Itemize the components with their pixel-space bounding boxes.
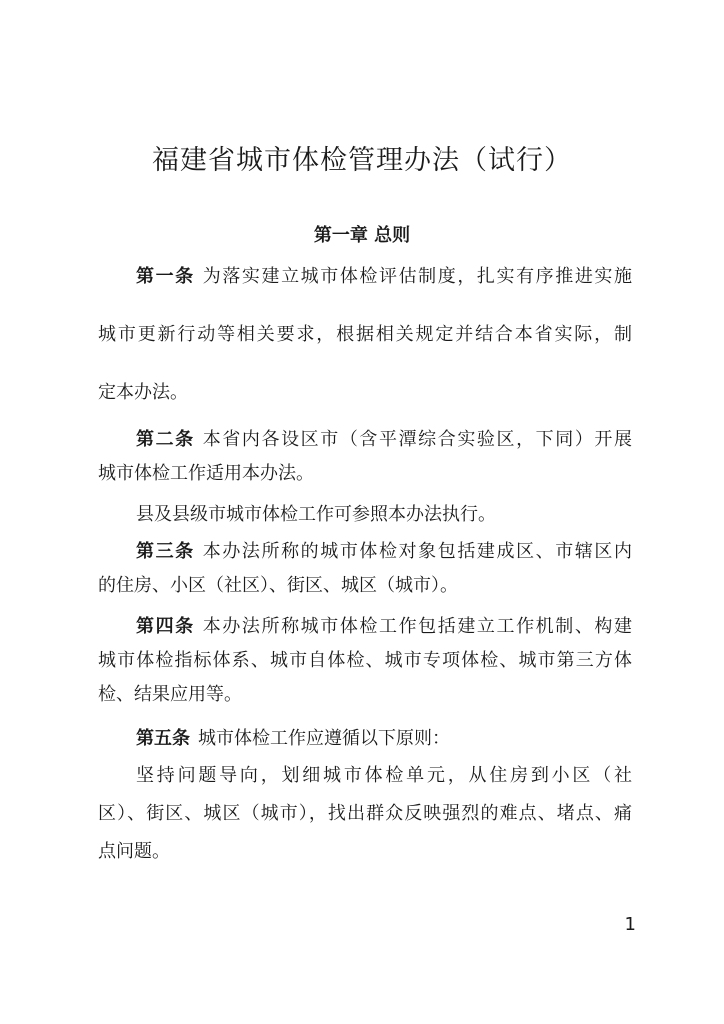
principle-line-3: 点问题。 (98, 841, 170, 862)
article-1-line-2: 城市更新行动等相关要求，根据相关规定并结合本省实际，制 (98, 324, 632, 345)
article-1-line-3: 定本办法。 (98, 382, 188, 403)
article-4-line-2: 城市体检指标体系、城市自体检、城市专项体检、城市第三方体 (98, 650, 632, 671)
article-3-line-2: 的住房、小区（社区）、街区、城区（城市）。 (98, 575, 458, 596)
article-2-line-2: 城市体检工作适用本办法。 (98, 463, 314, 484)
article-2 (98, 423, 632, 491)
article-4-line-1: 第四条 本办法所称城市体检工作包括建立工作机制、构建 (136, 616, 632, 637)
article-5-head: 第五条 (136, 728, 190, 749)
article-3 (98, 535, 632, 603)
article-3-line-1: 第三条 本办法所称的城市体检对象包括建成区、市辖区内 (136, 541, 632, 562)
article-2-paragraph-2 (98, 498, 632, 532)
article-2-line-1: 第二条 本省内各设区市（含平潭综合实验区，下同）开展 (136, 429, 632, 450)
chapter-heading: 第一章 总则 (313, 225, 411, 246)
document-title: 福建省城市体检管理办法（试行） (152, 145, 572, 176)
article-4 (98, 610, 632, 712)
principle-paragraph (98, 761, 632, 867)
article-2-head: 第二条 (136, 429, 195, 450)
principle-line-2: 区）、街区、城区（城市），找出群众反映强烈的难点、堵点、痛 (98, 803, 632, 824)
principle-line-1: 坚持问题导向，划细城市体检单元，从住房到小区（社 (136, 765, 632, 786)
page-number: 1 (624, 914, 636, 935)
article-3-head: 第三条 (136, 541, 195, 562)
article-2-p2-line-1: 县及县级市城市体检工作可参照本办法执行。 (136, 504, 496, 525)
article-5 (98, 722, 632, 756)
article-1 (98, 263, 632, 407)
article-4-line-3: 检、结果应用等。 (98, 684, 242, 705)
article-1-head: 第一条 (136, 266, 195, 287)
article-4-head: 第四条 (136, 616, 195, 637)
article-1-line-1: 第一条 为落实建立城市体检评估制度，扎实有序推进实施 (136, 266, 632, 287)
article-5-line-1: 第五条 城市体检工作应遵循以下原则： (136, 728, 450, 749)
